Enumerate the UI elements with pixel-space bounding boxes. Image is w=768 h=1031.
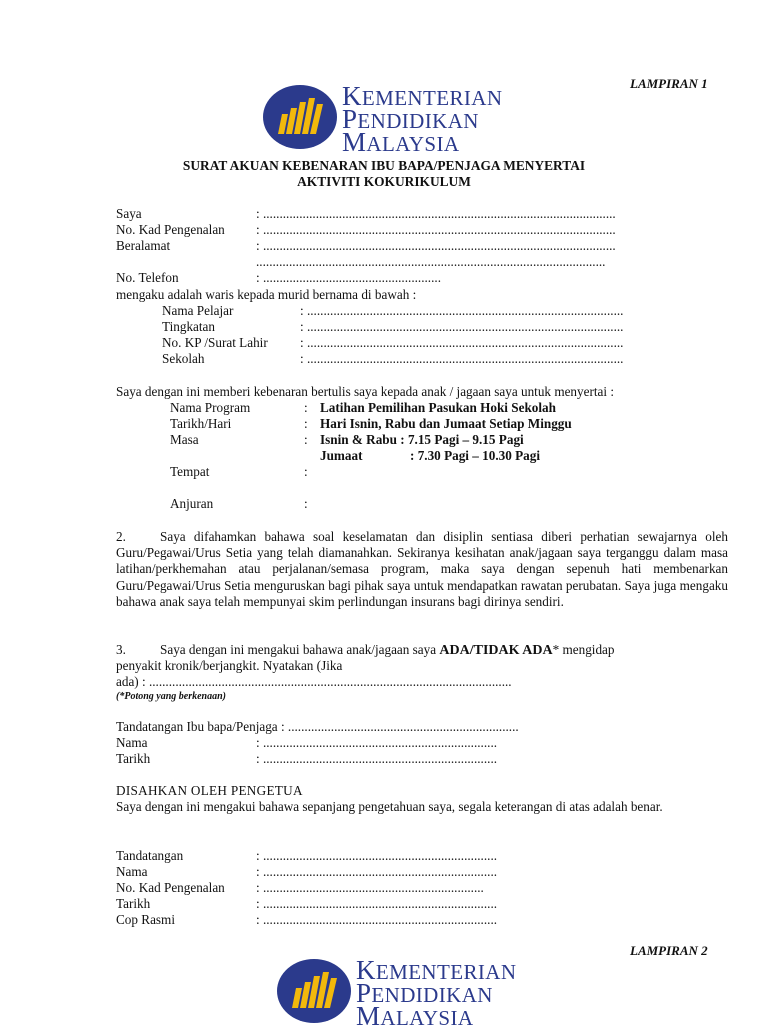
para-2-text: Saya difahamkan bahawa soal keselamatan dan disiplin sentiasa diberi perhatian sewajarnya oleh Guru/Pegawai/Urus Setia yang telah diamanahkan. Sekiranya kesihatan anak/jagaan saya terganggu dalam masa latihan/perkhemahan atau perjalanan/semasa program, maka saya dengan sepenuh hati membenarkan Guru/Pegawai/Urus Setia menguruskan bagi pihak saya untuk mendapatkan rawatan perubatan. Saya juga mengaku bahawa anak saya telah mempunyai skim perlindungan insurans bagi dirinya sendiri. — [116, 529, 728, 609]
para-3-line-3: ada) : .............................................................................................................. — [116, 674, 512, 689]
logo-text: KEMENTERIAN PENDIDIKAN MALAYSIA — [342, 81, 503, 157]
form-title-line-2: AKTIVITI KOKURIKULUM — [297, 174, 471, 189]
pengetua-heading: DISAHKAN OLEH PENGETUA — [116, 783, 303, 798]
para-2-number: 2. — [116, 529, 126, 544]
pengetua-text: Saya dengan ini mengakui bahawa sepanjang pengetahuan saya, segala keterangan di atas adalah benar. — [116, 799, 663, 814]
para-3-line-1: Saya dengan ini mengakui bahawa anak/jagaan saya ADA/TIDAK ADA* mengidap — [160, 642, 615, 658]
logo-text-2: KEMENTERIAN PENDIDIKAN MALAYSIA — [356, 955, 517, 1031]
para-3-number: 3. — [116, 642, 126, 657]
lampiran-2-label: LAMPIRAN 2 — [630, 943, 708, 958]
potong-note: (*Potong yang berkenaan) — [116, 691, 226, 702]
lampiran-1-label: LAMPIRAN 1 — [630, 76, 708, 91]
kpm-emblem-icon — [276, 958, 352, 1024]
waris-line: mengaku adalah waris kepada murid bernama di bawah : — [116, 287, 417, 302]
kpm-emblem-icon — [262, 84, 338, 150]
form-title-line-1: SURAT AKUAN KEBENARAN IBU BAPA/PENJAGA MENYERTAI — [182, 158, 586, 173]
para-3-line-2: penyakit kronik/berjangkit. Nyatakan (Jika — [116, 658, 343, 673]
permission-line: Saya dengan ini memberi kebenaran bertulis saya kepada anak / jagaan saya untuk menyertai : — [116, 384, 615, 399]
kpm-logo — [262, 81, 503, 157]
tandatangan-ibu-bapa: Tandatangan Ibu bapa/Penjaga : ...................................................................... — [116, 719, 519, 734]
kpm-logo-2 — [276, 955, 517, 1031]
